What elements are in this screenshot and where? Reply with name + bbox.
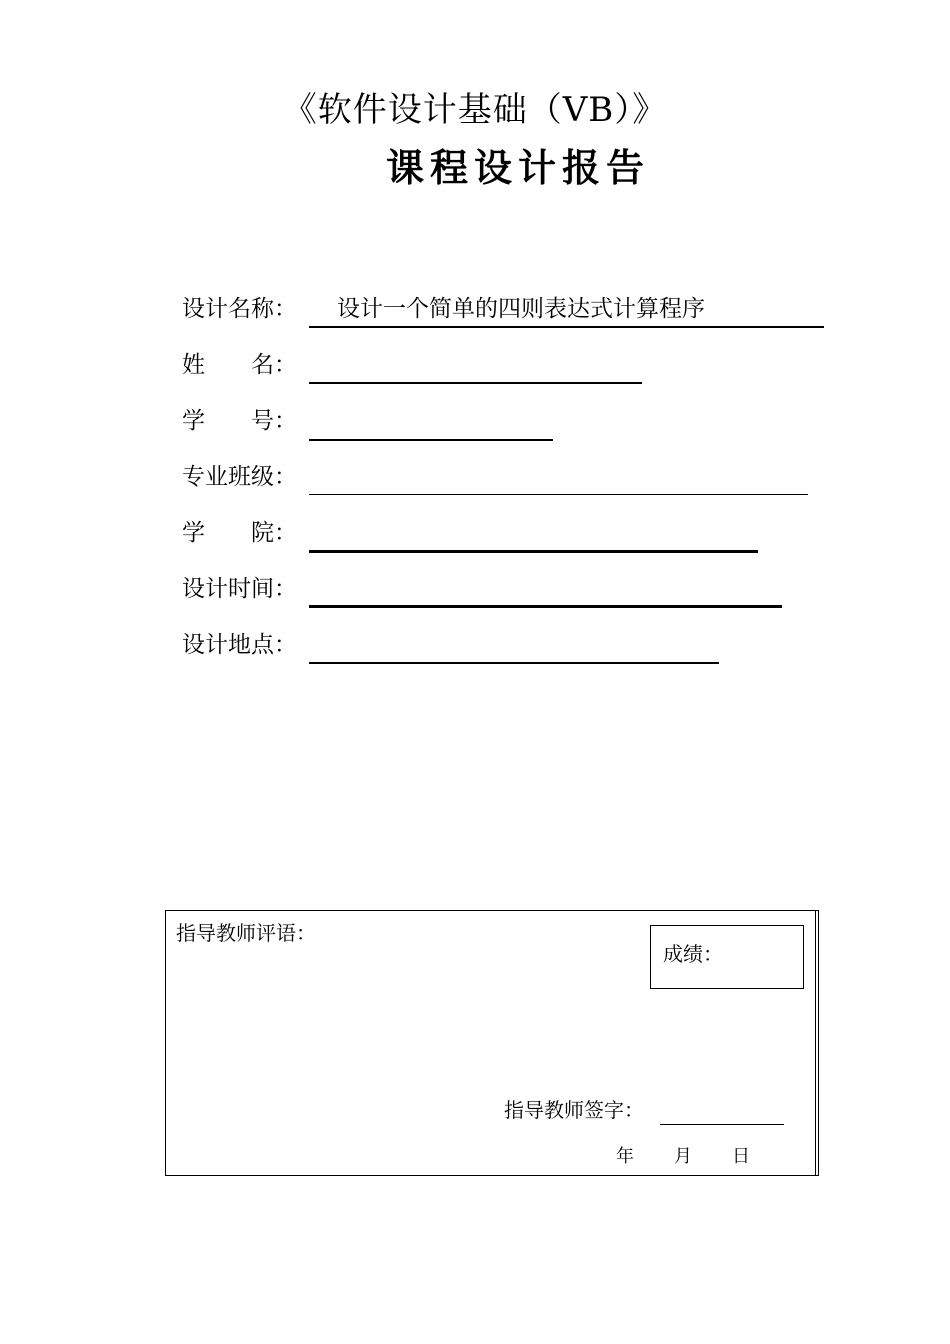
field-underline [309, 494, 808, 495]
field-label: 学 院： [182, 520, 297, 546]
grade-box [650, 925, 804, 989]
review-comment-label: 指导教师评语： [176, 921, 316, 945]
day-label: 日 [732, 1146, 750, 1167]
field-underline [309, 326, 824, 328]
field-underline [309, 439, 553, 441]
signature-underline [660, 1124, 784, 1125]
field-underline [309, 662, 719, 664]
field-label: 设计地点： [182, 632, 297, 658]
date-row [616, 1144, 790, 1170]
month-label: 月 [674, 1146, 692, 1167]
report-title: 课程设计报告 [385, 145, 650, 190]
field-label: 学 号： [182, 408, 297, 434]
field-label: 设计时间： [182, 576, 297, 602]
signature-label: 指导教师签字： [504, 1098, 644, 1122]
grade-label: 成绩： [663, 942, 723, 966]
field-value: 设计一个简单的四则表达式计算程序 [337, 296, 705, 322]
year-label: 年 [616, 1146, 634, 1167]
field-underline [309, 605, 782, 608]
field-label: 设计名称： [182, 296, 297, 322]
field-label: 姓 名： [182, 352, 297, 378]
course-title: 《软件设计基础（VB）》 [282, 90, 668, 130]
field-underline [309, 382, 642, 384]
field-underline [309, 550, 758, 553]
field-label: 专业班级： [182, 464, 297, 490]
teacher-review-box [165, 910, 819, 1176]
